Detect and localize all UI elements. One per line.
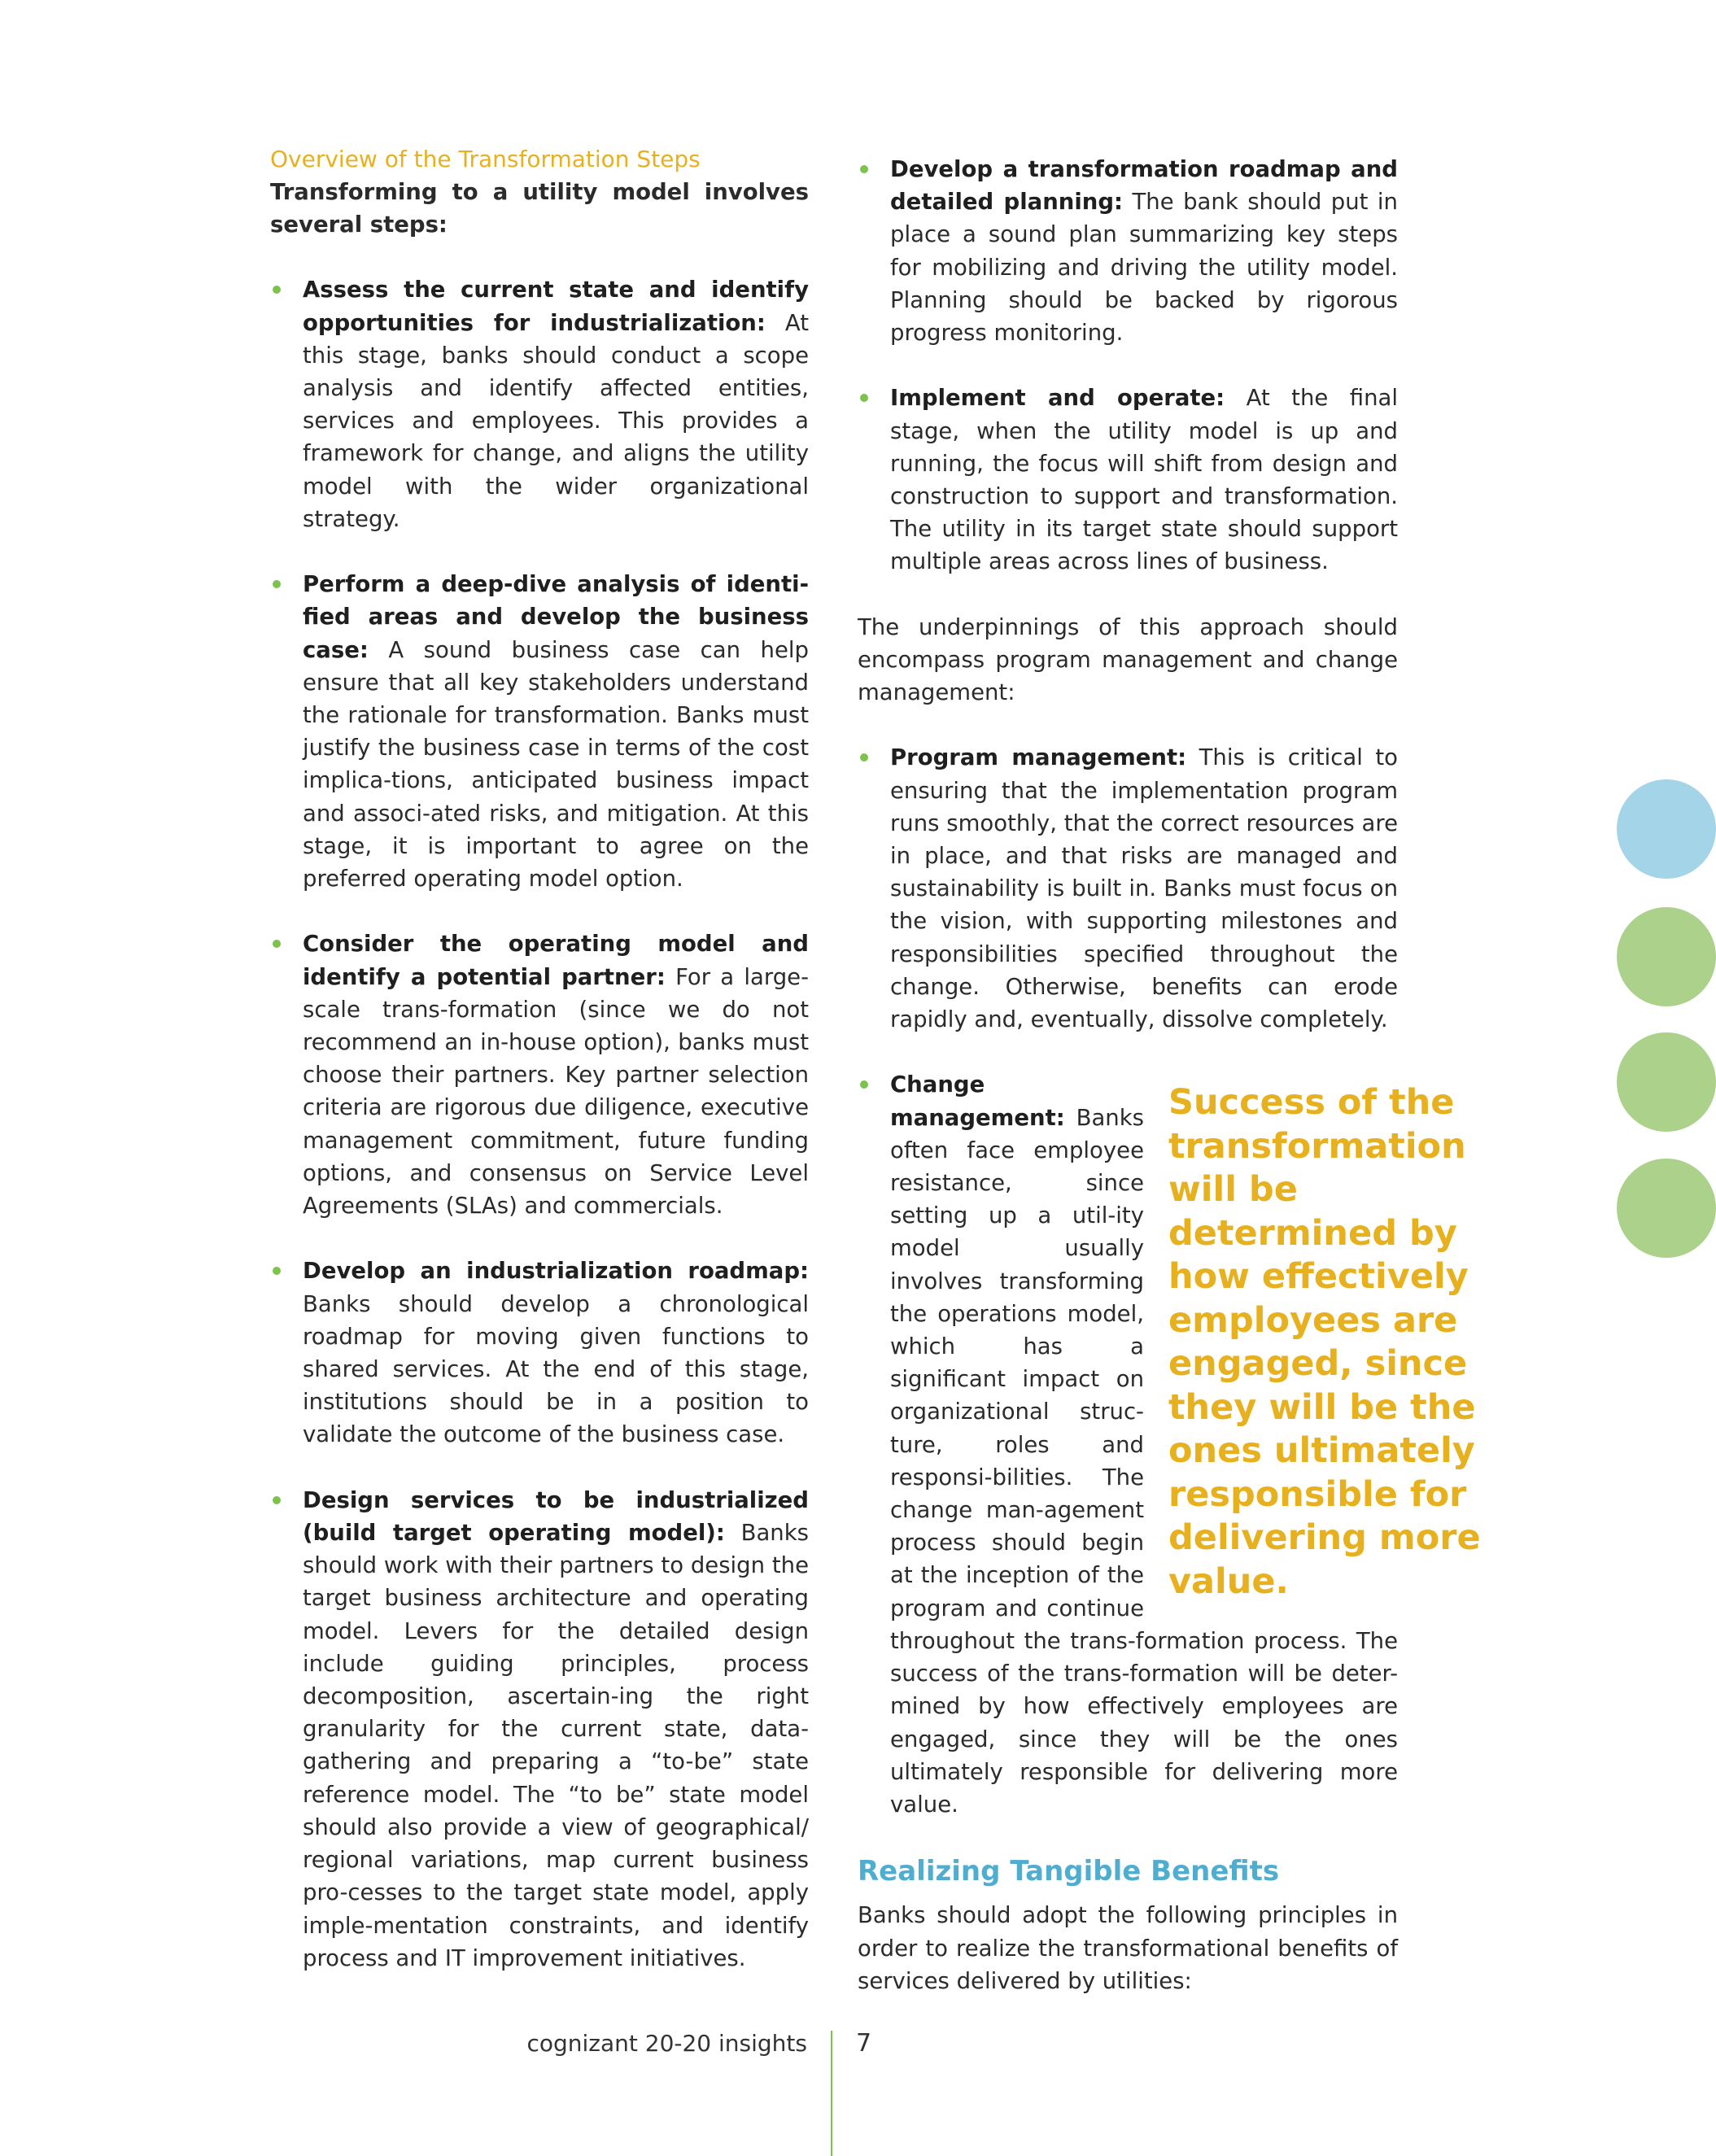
bullet-lead: Assess the current state and identify opportunities for industrialization: [303,277,809,336]
publication-name: cognizant 20-20 insights [526,2030,807,2057]
list-item [270,273,809,535]
steps-list [270,273,809,1975]
section-heading: Realizing Tangible Benefits [858,1855,1280,1888]
bullet-text: A sound business case can help ensure that all key stakeholders understand the rationale for transformation. Banks must justify the business case in terms of the cost implica-tions, anticipated business impact and associ-ated risks, and mitigation. At this stage, it is important to agree on the preferred operating model option. [303,636,809,893]
bullet-text: Banks often face employee resistance, since setting up a util-ity model usually involves transforming the operations model, which has a significant impact on organizational struc-ture, roles and responsi-bilities. The change man-agement process should begin at the inception of the program and continue throughout the trans-formation process. The success of the trans-formation will be deter-mined by how effectively employees are engaged, since they will be the ones ultimately responsible for delivering more value. [890,1104,1398,1818]
bullet-lead: Design services to be industrialized (build target operating model): [303,1486,809,1547]
bullet-text: Banks should develop a chronological roadmap for moving given functions to shared services. At the end of this stage, institutions should be in a position to validate the outcome of the business case. [303,1290,809,1448]
bullet-text: At this stage, banks should conduct a scope analysis and identify affected entities, services and employees. This provides a framework for change, and aligns the utility model with the wider organizational strategy. [303,309,809,532]
underpinnings-paragraph: The underpinnings of this approach should encompass program management and change management: [858,613,1398,706]
intro-text: Transforming to a utility model involves several steps: [270,179,809,238]
bullet-lead: Develop a transformation roadmap and detailed planning: [890,156,1398,216]
list-item [270,568,809,895]
bullet-lead: Perform a deep-dive analysis of identi-fied areas and develop the business case: [303,571,809,663]
section-kicker: Overview of the Transformation Steps [270,146,701,172]
section-paragraph: Banks should adopt the following principles in order to realize the transformational benefits of services delivered by utilities: [858,1902,1398,1994]
right-column [858,143,1481,1997]
list-item [858,153,1398,349]
bullet-lead: Change management: [890,1071,1065,1131]
bullet-lead: Develop an industrialization roadmap: [303,1258,809,1285]
list-item [858,1068,1481,1821]
bullet-lead: Program management: [890,744,1187,771]
bullet-lead: Consider the operating model and identify a potential partner: [303,931,809,990]
page-number: 7 [856,2029,872,2058]
decorative-circle-green [1617,1032,1716,1132]
decorative-circle-blue [1617,779,1716,879]
roadmap-list [858,153,1398,578]
left-column [270,143,809,2007]
list-item [270,927,809,1222]
bullet-text: For a large-scale trans-formation (since we do not recommend an in-house option), banks must choose their partners. Key partner selection criteria are rigorous due diligence, executive management commitment, future funding options, and consensus on Service Level Agreements (SLAs) and commercials. [303,963,809,1220]
bullet-text: The bank should put in place a sound plan summarizing key steps for mobilizing and driving the utility model. Planning should be backed by rigorous progress monitoring. [890,189,1398,347]
bullet-text: At the final stage, when the utility model is up and running, the focus will shift from design and construction to support and transformation. The utility in its target state should support multiple areas across lines of business. [890,385,1398,575]
management-list [858,741,1481,1821]
footer-divider [831,2031,832,2156]
bullet-lead: Implement and operate: [890,385,1225,412]
decorative-circle-green [1617,1159,1716,1258]
bullet-text: This is critical to ensuring that the implementation program runs smoothly, that the correct resources are in place, and that risks are managed and sustainability is built in. Banks must focus on the vision, with supporting milestones and responsibilities specified throughout the change. Otherwise, benefits can erode rapidly and, eventually, dissolve completely. [890,744,1398,1033]
list-item [858,382,1398,578]
pull-quote: Success of the transformation will be determined by how effectively employees are engaged, since they will be the ones ultimately responsible for delivering more value. [1168,1082,1481,1602]
bullet-text: Banks should work with their partners to design the target business architecture and operating model. Levers for the detailed design include guiding principles, process decomposition, ascertain-ing the right granularity for the current state, data-gathering and preparing a “to-be” state reference model. The “to be” state model should also provide a view of geographical/ regional variations, map current business pro-cesses to the target state model, apply imple-mentation constraints, and identify process and IT improvement initiatives. [303,1520,809,1971]
list-item [270,1255,809,1451]
list-item [270,1484,809,1975]
decorative-circle-green [1617,907,1716,1006]
list-item [858,741,1398,1036]
